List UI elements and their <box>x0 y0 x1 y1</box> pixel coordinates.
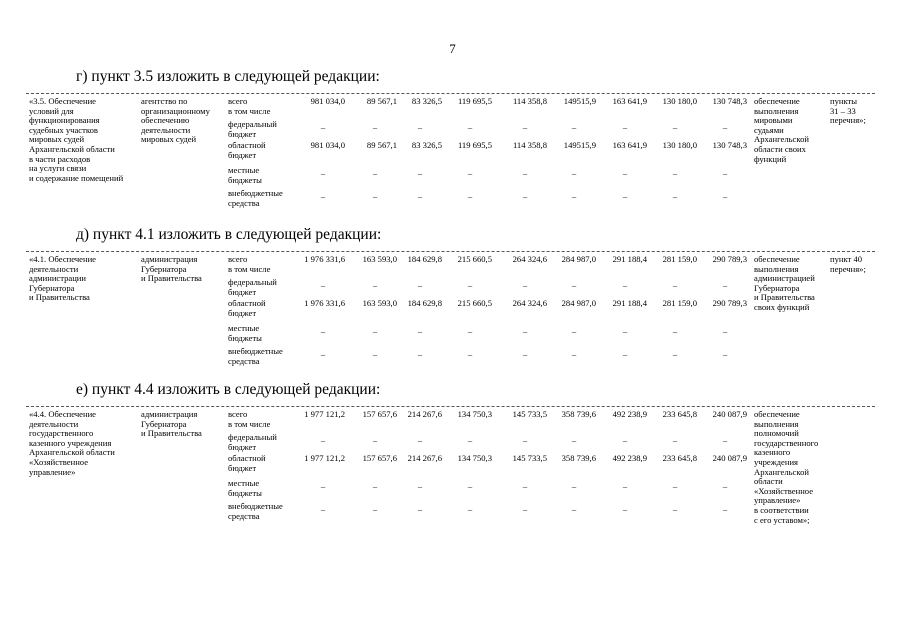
amount-value: 83 326,5 <box>411 140 442 150</box>
amount-value: 264 324,6 <box>512 298 547 308</box>
amount-value: 119 695,5 <box>457 96 492 106</box>
funding-source-label: областной бюджет <box>228 298 266 318</box>
empty-amount-dash: – <box>467 435 473 445</box>
empty-amount-dash: – <box>467 168 473 178</box>
empty-amount-dash: – <box>417 280 423 290</box>
result-cell: обеспечение выполнения администрацией Губернатора и Правительства своих функций <box>754 254 815 312</box>
amount-value: 134 750,3 <box>457 409 492 419</box>
link-cell: пункты 31 – 33 перечня»; <box>830 96 866 126</box>
empty-amount-dash: – <box>467 122 473 132</box>
empty-amount-dash: – <box>571 280 577 290</box>
amount-value: 130 180,0 <box>662 140 697 150</box>
amount-value: 163 593,0 <box>362 254 397 264</box>
amount-value: 1 976 331,6 <box>304 254 345 264</box>
amount-value: 291 188,4 <box>612 298 647 308</box>
amount-value: 1 976 331,6 <box>304 298 345 308</box>
empty-amount-dash: – <box>372 122 378 132</box>
executor-cell: администрация Губернатора и Правительства <box>141 409 202 439</box>
amount-value: 145 733,5 <box>512 453 547 463</box>
empty-amount-dash: – <box>622 280 628 290</box>
empty-amount-dash: – <box>672 504 678 514</box>
empty-amount-dash: – <box>571 481 577 491</box>
empty-amount-dash: – <box>622 349 628 359</box>
amount-value: 290 789,3 <box>712 254 747 264</box>
executor-cell: администрация Губернатора и Правительства <box>141 254 202 284</box>
amount-value: 119 695,5 <box>457 140 492 150</box>
empty-amount-dash: – <box>622 504 628 514</box>
empty-amount-dash: – <box>417 349 423 359</box>
amount-value: 163 593,0 <box>362 298 397 308</box>
funding-source-label: федеральный бюджет <box>228 277 277 297</box>
empty-amount-dash: – <box>372 191 378 201</box>
empty-amount-dash: – <box>672 481 678 491</box>
empty-amount-dash: – <box>417 168 423 178</box>
amount-value: 233 645,8 <box>662 409 697 419</box>
empty-amount-dash: – <box>722 435 728 445</box>
amount-value: 145 733,5 <box>512 409 547 419</box>
empty-amount-dash: – <box>672 326 678 336</box>
empty-amount-dash: – <box>571 504 577 514</box>
empty-amount-dash: – <box>522 122 528 132</box>
funding-source-label: внебюджетные средства <box>228 501 283 521</box>
empty-amount-dash: – <box>722 481 728 491</box>
funding-source-label: местные бюджеты <box>228 323 262 343</box>
empty-amount-dash: – <box>622 326 628 336</box>
empty-amount-dash: – <box>320 504 326 514</box>
empty-amount-dash: – <box>417 504 423 514</box>
empty-amount-dash: – <box>522 280 528 290</box>
empty-amount-dash: – <box>320 168 326 178</box>
amount-value: 240 087,9 <box>712 453 747 463</box>
empty-amount-dash: – <box>372 349 378 359</box>
funding-source-label: местные бюджеты <box>228 478 262 498</box>
amount-value: 163 641,9 <box>612 96 647 106</box>
amount-value: 157 657,6 <box>362 409 397 419</box>
empty-amount-dash: – <box>372 504 378 514</box>
empty-amount-dash: – <box>372 326 378 336</box>
empty-amount-dash: – <box>320 481 326 491</box>
empty-amount-dash: – <box>522 168 528 178</box>
funding-source-label: местные бюджеты <box>228 165 262 185</box>
empty-amount-dash: – <box>467 191 473 201</box>
empty-amount-dash: – <box>622 122 628 132</box>
empty-amount-dash: – <box>622 191 628 201</box>
amount-value: 1 977 121,2 <box>304 409 345 419</box>
amount-value: 981 034,0 <box>310 140 345 150</box>
empty-amount-dash: – <box>571 191 577 201</box>
empty-amount-dash: – <box>320 191 326 201</box>
table-divider <box>26 93 875 94</box>
amount-value: 130 748,3 <box>712 96 747 106</box>
amount-value: 89 567,1 <box>366 96 397 106</box>
empty-amount-dash: – <box>522 504 528 514</box>
amount-value: 149515,9 <box>563 140 596 150</box>
empty-amount-dash: – <box>522 435 528 445</box>
funding-source-label: всего в том числе <box>228 96 271 116</box>
empty-amount-dash: – <box>467 481 473 491</box>
amount-value: 130 748,3 <box>712 140 747 150</box>
funding-source-label: федеральный бюджет <box>228 432 277 452</box>
empty-amount-dash: – <box>467 326 473 336</box>
empty-amount-dash: – <box>722 280 728 290</box>
empty-amount-dash: – <box>672 191 678 201</box>
empty-amount-dash: – <box>622 481 628 491</box>
amount-value: 981 034,0 <box>310 96 345 106</box>
empty-amount-dash: – <box>467 504 473 514</box>
empty-amount-dash: – <box>571 168 577 178</box>
amount-value: 281 159,0 <box>662 298 697 308</box>
funding-source-label: областной бюджет <box>228 453 266 473</box>
amount-value: 291 188,4 <box>612 254 647 264</box>
empty-amount-dash: – <box>722 349 728 359</box>
amount-value: 184 629,8 <box>407 298 442 308</box>
amount-value: 214 267,6 <box>407 409 442 419</box>
empty-amount-dash: – <box>372 435 378 445</box>
amount-value: 358 739,6 <box>561 453 596 463</box>
section-heading: д) пункт 4.1 изложить в следующей редакции: <box>76 226 382 243</box>
empty-amount-dash: – <box>467 280 473 290</box>
amount-value: 492 238,9 <box>612 409 647 419</box>
funding-source-label: всего в том числе <box>228 254 271 274</box>
amount-value: 1 977 121,2 <box>304 453 345 463</box>
empty-amount-dash: – <box>672 280 678 290</box>
empty-amount-dash: – <box>571 122 577 132</box>
amount-value: 284 987,0 <box>561 298 596 308</box>
activity-cell: «4.4. Обеспечение деятельности государственного казенного учреждения Архангельской области «Хозяйственное управление» <box>29 409 115 477</box>
result-cell: обеспечение выполнения полномочий государственного казенного учреждения Архангельской области «Хозяйственное управление» в соответствии с его уставом»; <box>754 409 819 525</box>
amount-value: 134 750,3 <box>457 453 492 463</box>
empty-amount-dash: – <box>320 326 326 336</box>
activity-cell: «4.1. Обеспечение деятельности администрации Губернатора и Правительства <box>29 254 96 303</box>
amount-value: 215 660,5 <box>457 254 492 264</box>
amount-value: 281 159,0 <box>662 254 697 264</box>
empty-amount-dash: – <box>672 168 678 178</box>
amount-value: 114 358,8 <box>512 140 547 150</box>
empty-amount-dash: – <box>320 349 326 359</box>
empty-amount-dash: – <box>522 191 528 201</box>
amount-value: 264 324,6 <box>512 254 547 264</box>
link-cell: пункт 40 перечня»; <box>830 254 866 274</box>
empty-amount-dash: – <box>320 122 326 132</box>
funding-source-label: внебюджетные средства <box>228 346 283 366</box>
amount-value: 358 739,6 <box>561 409 596 419</box>
empty-amount-dash: – <box>571 435 577 445</box>
empty-amount-dash: – <box>722 168 728 178</box>
amount-value: 149515,9 <box>563 96 596 106</box>
activity-cell: «3.5. Обеспечение условий для функционирования судебных участков мировых судей Архангельской области в части расходов на услуги связи и содержание помещений <box>29 96 124 183</box>
amount-value: 240 087,9 <box>712 409 747 419</box>
empty-amount-dash: – <box>672 122 678 132</box>
empty-amount-dash: – <box>417 481 423 491</box>
amount-value: 89 567,1 <box>366 140 397 150</box>
empty-amount-dash: – <box>320 280 326 290</box>
empty-amount-dash: – <box>417 435 423 445</box>
empty-amount-dash: – <box>372 280 378 290</box>
amount-value: 163 641,9 <box>612 140 647 150</box>
funding-source-label: всего в том числе <box>228 409 271 429</box>
empty-amount-dash: – <box>722 504 728 514</box>
result-cell: обеспечение выполнения мировыми судьями Архангельской области своих функций <box>754 96 809 164</box>
funding-source-label: федеральный бюджет <box>228 119 277 139</box>
empty-amount-dash: – <box>571 326 577 336</box>
amount-value: 284 987,0 <box>561 254 596 264</box>
empty-amount-dash: – <box>522 481 528 491</box>
section-heading: г) пункт 3.5 изложить в следующей редакции: <box>76 68 380 85</box>
amount-value: 214 267,6 <box>407 453 442 463</box>
page-number: 7 <box>449 41 456 56</box>
amount-value: 114 358,8 <box>512 96 547 106</box>
amount-value: 157 657,6 <box>362 453 397 463</box>
amount-value: 290 789,3 <box>712 298 747 308</box>
empty-amount-dash: – <box>372 168 378 178</box>
section-heading: е) пункт 4.4 изложить в следующей редакции: <box>76 381 381 398</box>
empty-amount-dash: – <box>672 435 678 445</box>
empty-amount-dash: – <box>522 326 528 336</box>
empty-amount-dash: – <box>571 349 577 359</box>
empty-amount-dash: – <box>672 349 678 359</box>
empty-amount-dash: – <box>372 481 378 491</box>
empty-amount-dash: – <box>417 326 423 336</box>
empty-amount-dash: – <box>320 435 326 445</box>
amount-value: 83 326,5 <box>411 96 442 106</box>
amount-value: 233 645,8 <box>662 453 697 463</box>
table-divider <box>26 251 875 252</box>
empty-amount-dash: – <box>722 326 728 336</box>
empty-amount-dash: – <box>722 122 728 132</box>
empty-amount-dash: – <box>622 168 628 178</box>
empty-amount-dash: – <box>467 349 473 359</box>
executor-cell: агентство по организационному обеспечению деятельности мировых судей <box>141 96 210 145</box>
amount-value: 492 238,9 <box>612 453 647 463</box>
empty-amount-dash: – <box>417 191 423 201</box>
table-divider <box>26 406 875 407</box>
funding-source-label: областной бюджет <box>228 140 266 160</box>
amount-value: 130 180,0 <box>662 96 697 106</box>
empty-amount-dash: – <box>722 191 728 201</box>
empty-amount-dash: – <box>417 122 423 132</box>
amount-value: 215 660,5 <box>457 298 492 308</box>
amount-value: 184 629,8 <box>407 254 442 264</box>
empty-amount-dash: – <box>622 435 628 445</box>
funding-source-label: внебюджетные средства <box>228 188 283 208</box>
empty-amount-dash: – <box>522 349 528 359</box>
